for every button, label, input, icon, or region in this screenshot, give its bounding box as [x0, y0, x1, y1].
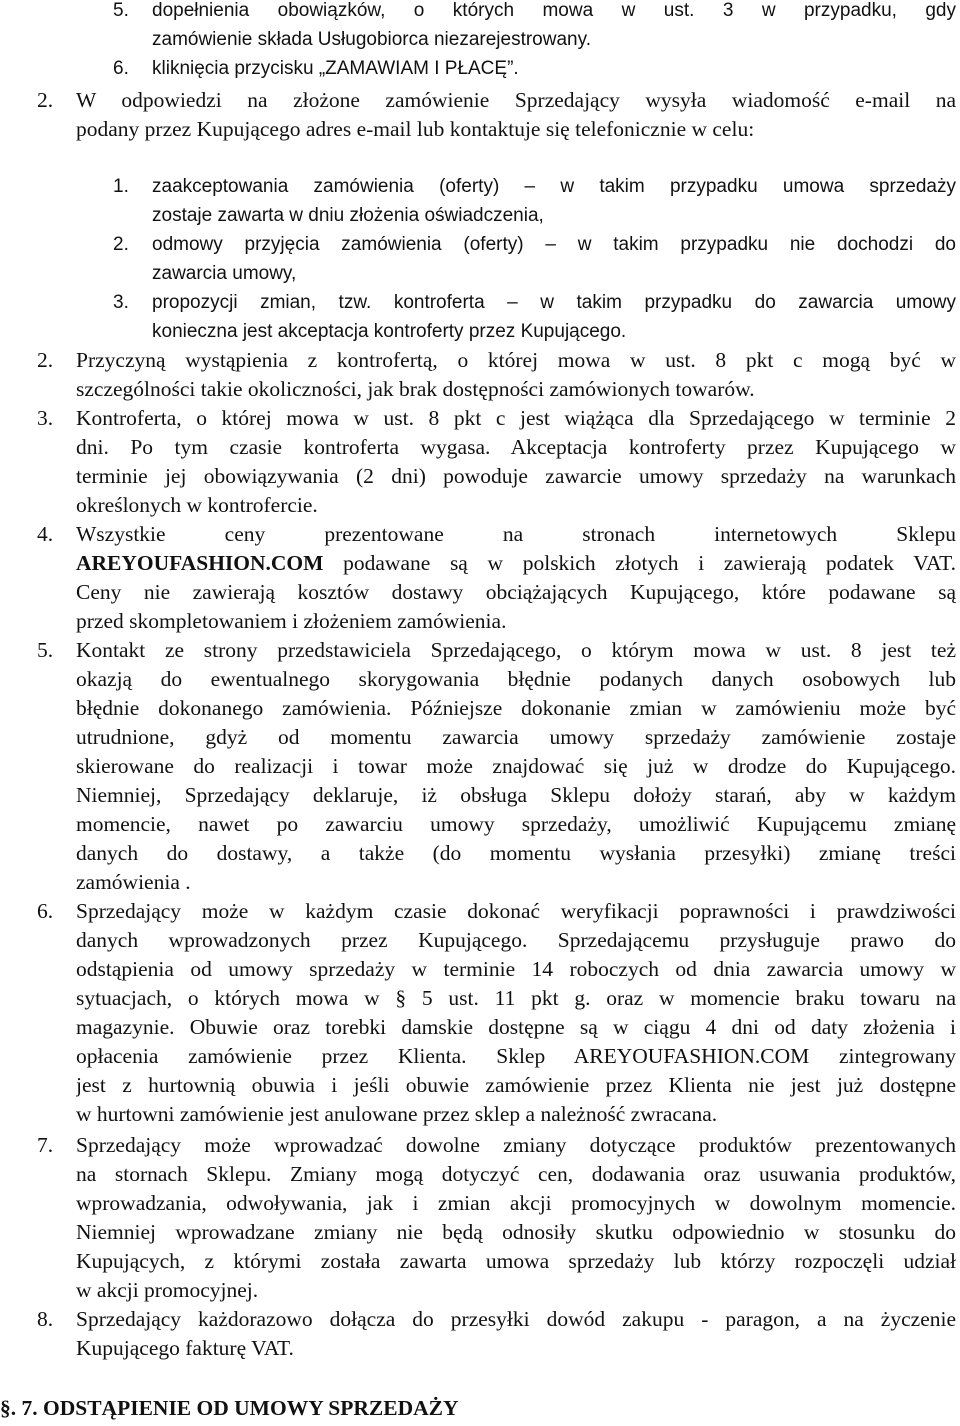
clause-number: 2. [37, 88, 54, 112]
clause-number: 2. [37, 348, 54, 372]
clause-text: Kontakt ze strony przedstawiciela Sprzedającego, o którym mowa w ust. 8 jest też [76, 638, 956, 662]
clause-text: magazynie. Obuwie oraz torebki damskie dostępne są w ciągu 4 dni od daty złożenia i [76, 1015, 956, 1039]
clause-text: Ceny nie zawierają kosztów dostawy obciążających Kupującego, które podawane są [76, 580, 956, 604]
clause-number: 4. [37, 522, 54, 546]
list-item-number: 5. [113, 0, 129, 21]
list-item-text: zaakceptowania zamówienia (oferty) – w takim przypadku umowa sprzedaży [152, 176, 956, 197]
list-item-text: konieczna jest akceptacja kontroferty przez Kupującego. [152, 321, 627, 342]
clause-text: wprowadzania, odwoływania, jak i zmian akcji promocyjnych w dowolnym momencie. [76, 1191, 956, 1215]
clause-text: danych do dostawy, a także (do momentu wysłania przesyłki) zmianę treści [76, 841, 956, 865]
clause-number: 6. [37, 899, 54, 923]
clause-text: odstąpienia od umowy sprzedaży w terminie 14 roboczych od dnia zawarcia umowy w [76, 957, 956, 981]
clause-text: sytuacjach, o których mowa w § 5 ust. 11 pkt g. oraz w momencie braku towaru na [76, 986, 956, 1010]
list-item-text: dopełnienia obowiązków, o których mowa w ust. 3 w przypadku, gdy [152, 0, 956, 21]
clause-text: Kupujących, z którymi została zawarta umowa sprzedaży lub którzy rozpoczęli udział [76, 1249, 956, 1273]
list-item-text: propozycji zmian, tzw. kontroferta – w takim przypadku do zawarcia umowy [152, 292, 956, 313]
clause-text: błędnie dokonanego zamówienia. Późniejsze dokonanie zmian w zamówieniu może być [76, 696, 956, 720]
clause-text: Wszystkie ceny prezentowane na stronach internetowych Sklepu [76, 522, 956, 546]
clause-text [76, 549, 956, 578]
clause-number: 8. [37, 1307, 54, 1331]
clause-text: szczególności takie okoliczności, jak brak dostępności zamówionych towarów. [76, 377, 755, 401]
clause-text: Sprzedający każdorazowo dołącza do przesyłki dowód zakupu - paragon, a na życzenie [76, 1307, 956, 1331]
clause-text: Niemniej, Sprzedający deklaruje, iż obsługa Sklepu dołoży starań, aby w każdym [76, 783, 956, 807]
clause-text: podany przez Kupującego adres e-mail lub kontaktuje się telefonicznie w celu: [76, 117, 755, 141]
list-item-text: zamówienie składa Usługobiorca niezarejestrowany. [152, 29, 591, 50]
store-name: AREYOUFASHION.COM [76, 551, 324, 575]
clause-text: momencie, nawet po zawarciu umowy sprzedaży, umożliwić Kupującemu zmianę [76, 812, 956, 836]
clause-text: W odpowiedzi na złożone zamówienie Sprzedający wysyła wiadomość e-mail na [76, 88, 956, 112]
clause-text: w hurtowni zamówienie jest anulowane przez sklep a należność zwracana. [76, 1102, 718, 1126]
clause-text: utrudnione, gdyż od momentu zawarcia umowy sprzedaży zamówienie zostaje [76, 725, 956, 749]
clause-text: dni. Po tym czasie kontroferta wygasa. Akceptacja kontroferty przez Kupującego w [76, 435, 956, 459]
list-item-number: 6. [113, 58, 129, 79]
clause-text: Kupującego fakturę VAT. [76, 1336, 294, 1360]
clause-text: jest z hurtownią obuwia i jeśli obuwie zamówienie przez Klienta nie jest już dostępne [76, 1073, 956, 1097]
clause-text: Sprzedający może wprowadzać dowolne zmiany dotyczące produktów prezentowanych [76, 1133, 956, 1157]
list-item-number: 2. [113, 234, 129, 255]
clause-text: w akcji promocyjnej. [76, 1278, 259, 1302]
clause-text-rest: podawane są w polskich złotych i zawierają podatek VAT. [323, 551, 956, 575]
clause-number: 5. [37, 638, 54, 662]
clause-text: opłacenia zamówienie przez Klienta. Sklep AREYOUFASHION.COM zintegrowany [76, 1044, 956, 1068]
list-item-text: odmowy przyjęcia zamówienia (oferty) – w takim przypadku nie dochodzi do [152, 234, 956, 255]
list-item-text: zostaje zawarta w dniu złożenia oświadczenia, [152, 205, 544, 226]
list-item-text: kliknięcia przycisku „ZAMAWIAM I PŁACĘ”. [152, 58, 519, 79]
clause-text: danych wprowadzonych przez Kupującego. Sprzedającemu przysługuje prawo do [76, 928, 956, 952]
clause-text: określonych w kontrofercie. [76, 493, 318, 517]
clause-number: 7. [37, 1133, 54, 1157]
clause-text: Sprzedający może w każdym czasie dokonać weryfikacji poprawności i prawdziwości [76, 899, 956, 923]
clause-text: Przyczyną wystąpienia z kontrofertą, o której mowa w ust. 8 pkt c mogą być w [76, 348, 956, 372]
list-item-number: 1. [113, 176, 129, 197]
clause-text: Niemniej wprowadzane zmiany nie będą odnosiły skutku odpowiednio w stosunku do [76, 1220, 956, 1244]
list-item-number: 3. [113, 292, 129, 313]
clause-text: przed skompletowaniem i złożeniem zamówienia. [76, 609, 507, 633]
clause-text: Kontroferta, o której mowa w ust. 8 pkt c jest wiążąca dla Sprzedającego w terminie 2 [76, 406, 956, 430]
clause-number: 3. [37, 406, 54, 430]
clause-text: skierowane do realizacji i towar może znajdować się już w drodze do Kupującego. [76, 754, 956, 778]
list-item-text: zawarcia umowy, [152, 263, 297, 284]
clause-text: terminie jej obowiązywania (2 dni) powoduje zawarcie umowy sprzedaży na warunkach [76, 464, 956, 488]
section-heading: §. 7. ODSTĄPIENIE OD UMOWY SPRZEDAŻY [0, 1396, 459, 1420]
clause-text: na stornach Sklepu. Zmiany mogą dotyczyć cen, dodawania oraz usuwania produktów, [76, 1162, 956, 1186]
clause-text: okazją do ewentualnego skorygowania błędnie podanych danych osobowych lub [76, 667, 956, 691]
clause-text: zamówienia . [76, 870, 191, 894]
